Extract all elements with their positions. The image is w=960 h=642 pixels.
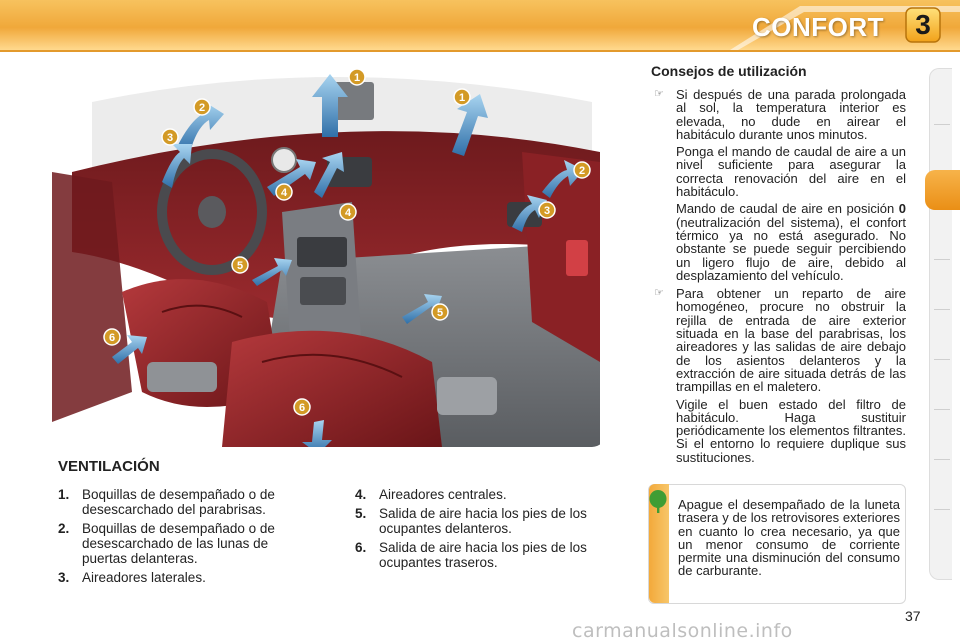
legend-item — [58, 487, 313, 517]
tab-divider — [934, 509, 950, 510]
marker-4-left — [276, 184, 292, 200]
marker-2-left — [194, 99, 210, 115]
tip-text: Si después de una parada prolongada al sol, la temperatura interior es elevada, no dude en airear el habitáculo durante unos minutos. — [676, 87, 906, 142]
legend-text: Boquillas de desempañado o de desescarchado del parabrisas. — [82, 487, 275, 517]
tip-text: Mando de caudal de aire en posición — [676, 201, 895, 217]
tips-heading: Consejos de utilización — [651, 63, 807, 79]
legend-column-right — [355, 487, 605, 574]
tip-paragraph — [652, 202, 906, 282]
marker-5-right — [432, 304, 448, 320]
legend-column-left — [58, 487, 313, 589]
tips-body — [652, 88, 906, 469]
svg-text:6: 6 — [108, 332, 116, 344]
svg-text:2: 2 — [198, 102, 206, 114]
tab-divider — [934, 309, 950, 310]
chapter-number: 3 — [915, 9, 931, 40]
legend-number: 6. — [355, 540, 367, 555]
marker-6-right — [294, 399, 310, 415]
svg-text:3: 3 — [543, 205, 551, 217]
marker-1-center — [349, 69, 365, 85]
ventilation-heading: VENTILACIÓN — [58, 458, 160, 475]
tip-text: Para obtener un reparto de aire homogéneo, procure no obstruir la rejilla de entrada de aire exterior situada en la base del parabrisas, los aireadores y las salidas de aire debajo de los asientos delanteros y la extracción de aire situada detrás de las trampillas en el maletero. — [676, 286, 906, 395]
legend-number: 4. — [355, 487, 367, 502]
legend-number: 3. — [58, 570, 70, 585]
legend-item — [58, 521, 313, 566]
legend-item — [355, 506, 605, 536]
tip-paragraph — [652, 287, 906, 393]
chapter-tabs — [929, 68, 952, 580]
chapter-title: CONFORT — [752, 12, 885, 42]
legend-number: 1. — [58, 487, 70, 502]
svg-text:5: 5 — [436, 307, 444, 319]
hand-pointer-icon: ☞ — [654, 88, 664, 100]
legend-text: Aireadores laterales. — [82, 570, 206, 585]
legend-number: 2. — [58, 521, 70, 536]
legend-text: Salida de aire hacia los pies de los ocupantes traseros. — [379, 540, 587, 570]
tab-divider — [934, 459, 950, 460]
legend-text: Boquillas de desempañado o de desescarchado de las lunas de puertas delanteras. — [82, 521, 275, 566]
marker-4-right — [340, 204, 356, 220]
car-interior-ventilation-illustration — [52, 62, 606, 447]
legend-item — [355, 487, 605, 502]
svg-text:1: 1 — [458, 92, 466, 104]
svg-text:5: 5 — [236, 260, 244, 272]
svg-text:4: 4 — [280, 187, 288, 199]
legend-item — [355, 540, 605, 570]
page-number: 37 — [905, 608, 921, 624]
marker-1-right — [454, 89, 470, 105]
svg-text:6: 6 — [298, 402, 306, 414]
svg-text:4: 4 — [344, 207, 352, 219]
marker-3-right — [539, 202, 555, 218]
marker-3-left — [162, 129, 178, 145]
svg-text:2: 2 — [578, 165, 586, 177]
tip-paragraph — [652, 88, 906, 141]
legend-text: Salida de aire hacia los pies de los ocupantes delanteros. — [379, 506, 587, 536]
tip-text: Ponga el mando de caudal de aire a un nivel suficiente para asegurar la correcta renovación del aire en el habitáculo. — [676, 144, 906, 200]
eco-note-text: Apague el desempañado de la luneta trasera y de los retrovisores exteriores en cuanto lo crea necesario, ya que un menor consumo de corriente permite una disminución del consumo de carburante. — [678, 497, 900, 579]
chapter-badge — [903, 6, 943, 44]
eco-leaf-icon — [646, 488, 670, 514]
legend-number: 5. — [355, 506, 367, 521]
tab-divider — [934, 124, 950, 125]
tip-paragraph — [652, 398, 906, 464]
legend-text: Aireadores centrales. — [379, 487, 507, 502]
tab-divider — [934, 409, 950, 410]
tip-text: (neutralización del sistema), el confort térmico ya no está asegurado. No obstante se puede seguir percibiendo un ligero flujo de aire, debido al desplazamiento del vehículo. — [676, 214, 906, 283]
tab-divider — [934, 259, 950, 260]
tip-paragraph — [652, 145, 906, 198]
active-chapter-tab[interactable] — [925, 170, 960, 210]
watermark: carmanualsonline.info — [572, 620, 793, 642]
tip-bold-value: 0 — [898, 201, 906, 217]
marker-6-left — [104, 329, 120, 345]
svg-text:1: 1 — [353, 72, 361, 84]
svg-text:3: 3 — [166, 132, 174, 144]
marker-5-left — [232, 257, 248, 273]
hand-pointer-icon: ☞ — [654, 287, 664, 300]
marker-2-right — [574, 162, 590, 178]
tab-divider — [934, 359, 950, 360]
legend-item — [58, 570, 313, 585]
tip-text: Vigile el buen estado del filtro de habitáculo. Haga sustituir periódicamente los elementos filtrantes. Si el entorno lo requiere duplique sus sustituciones. — [676, 396, 906, 465]
